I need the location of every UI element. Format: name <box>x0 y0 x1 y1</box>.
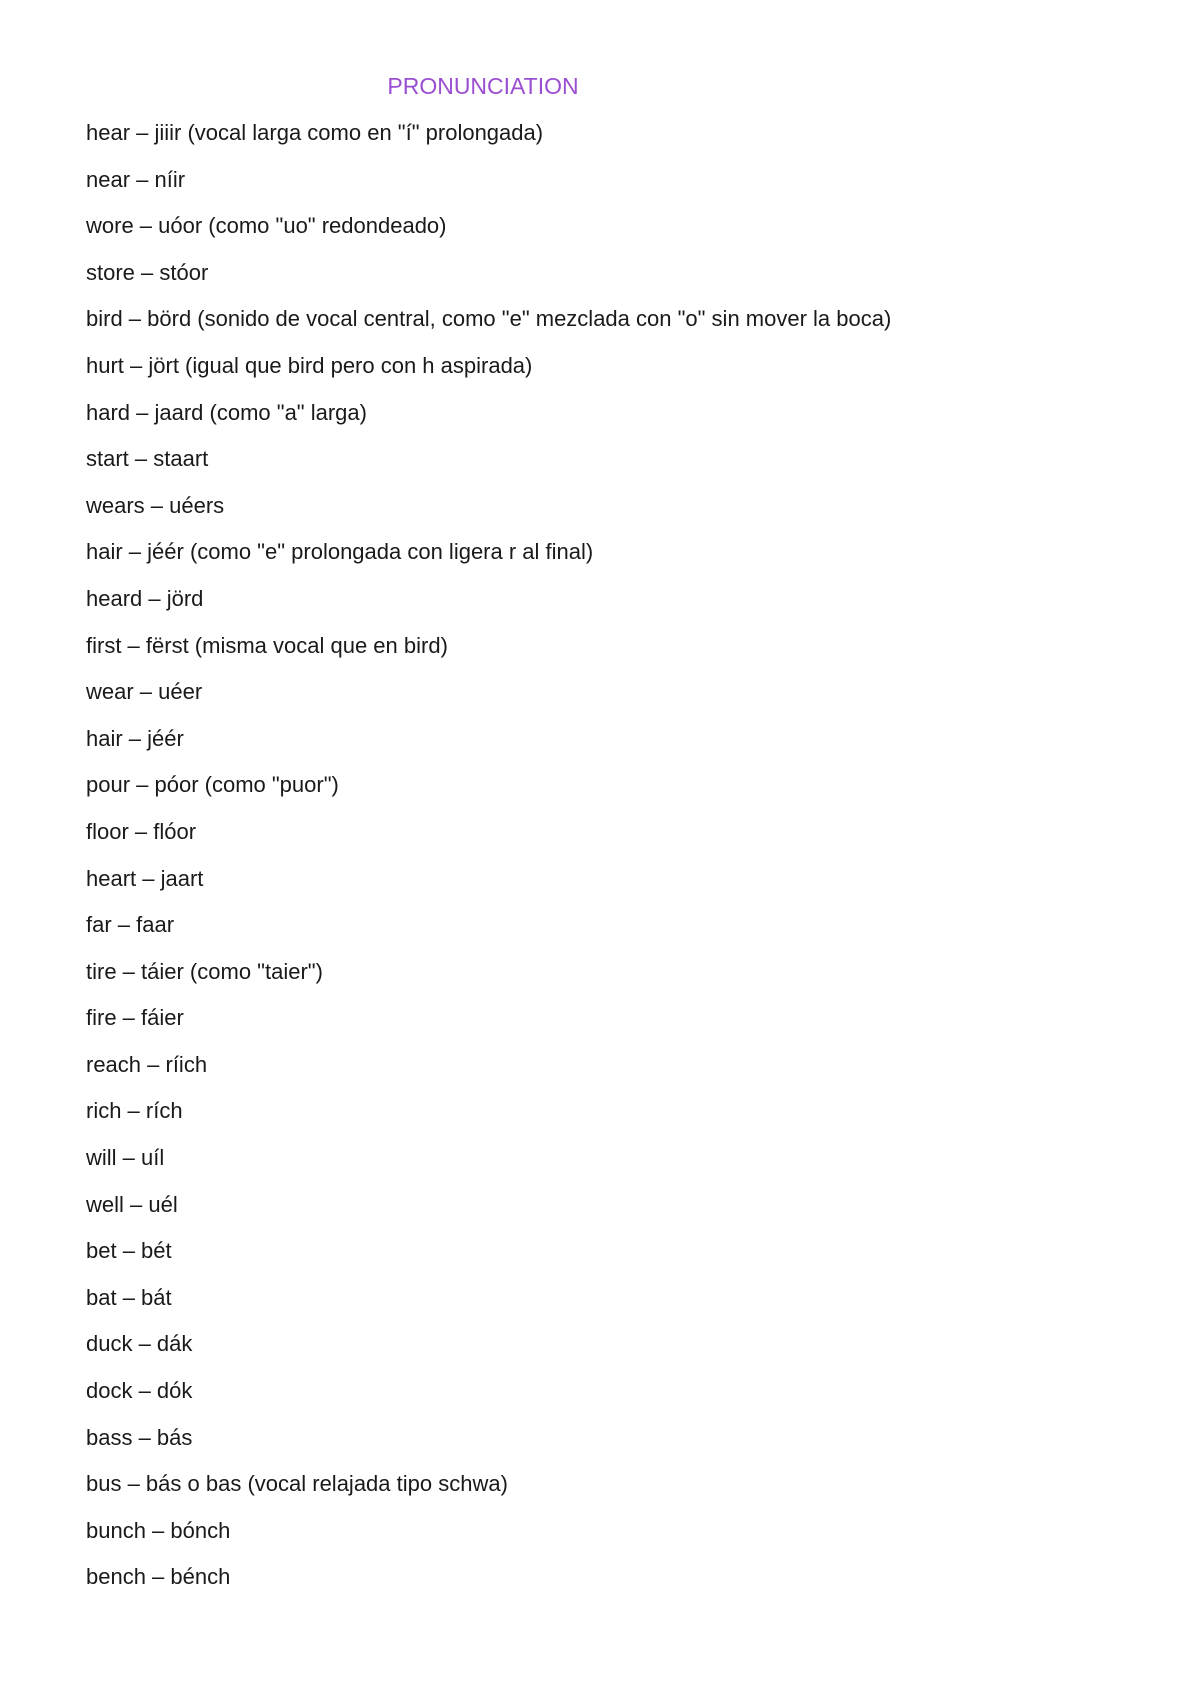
pronunciation-entry: wears – uéers <box>86 492 225 518</box>
pronunciation-entry: wear – uéer <box>86 679 203 705</box>
pronunciation-entry: bench – bénch <box>86 1564 231 1590</box>
pronunciation-entry: heard – jörd <box>86 585 204 611</box>
pronunciation-entry: fire – fáier <box>86 1005 184 1031</box>
pronunciation-entry: hurt – jört (igual que bird pero con h aspirada) <box>86 352 533 378</box>
pronunciation-entry: bass – bás <box>86 1424 193 1450</box>
pronunciation-entry: hair – jéér <box>86 725 184 751</box>
pronunciation-entry: hair – jéér (como "e" prolongada con ligera r al final) <box>86 539 594 565</box>
pronunciation-entry: rich – rích <box>86 1098 183 1124</box>
pronunciation-entry: far – faar <box>86 912 175 938</box>
pronunciation-entry: tire – táier (como "taier") <box>86 958 323 984</box>
pronunciation-entry: dock – dók <box>86 1378 193 1404</box>
pronunciation-entry: hard – jaard (como "a" larga) <box>86 399 367 425</box>
pronunciation-entry: bunch – bónch <box>86 1517 231 1543</box>
page-title: PRONUNCIATION <box>387 73 579 99</box>
pronunciation-entry: first – fërst (misma vocal que en bird) <box>86 632 448 658</box>
pronunciation-entry: reach – ríich <box>86 1051 208 1077</box>
pronunciation-entry: store – stóor <box>86 259 209 285</box>
pronunciation-entry: bird – börd (sonido de vocal central, como "e" mezclada con "o" sin mover la boca) <box>86 306 892 332</box>
pronunciation-entry: bus – bás o bas (vocal relajada tipo schwa) <box>86 1471 508 1497</box>
pronunciation-entry: well – uél <box>86 1191 178 1217</box>
pronunciation-entry: start – staart <box>86 446 209 472</box>
pronunciation-entry: floor – flóor <box>86 818 197 844</box>
pronunciation-list <box>86 119 1166 1610</box>
pronunciation-entry: near – níir <box>86 166 186 192</box>
pronunciation-entry: bet – bét <box>86 1238 172 1264</box>
pronunciation-entry: hear – jiiir (vocal larga como en "í" prolongada) <box>86 120 544 145</box>
pronunciation-entry: pour – póor (como "puor") <box>86 772 339 798</box>
pronunciation-entry: wore – uóor (como "uo" redondeado) <box>86 213 447 239</box>
pronunciation-entry: duck – dák <box>86 1331 193 1357</box>
pronunciation-entry: heart – jaart <box>86 865 204 891</box>
pronunciation-entry: will – uíl <box>86 1145 165 1171</box>
pronunciation-entry: bat – bát <box>86 1284 172 1310</box>
